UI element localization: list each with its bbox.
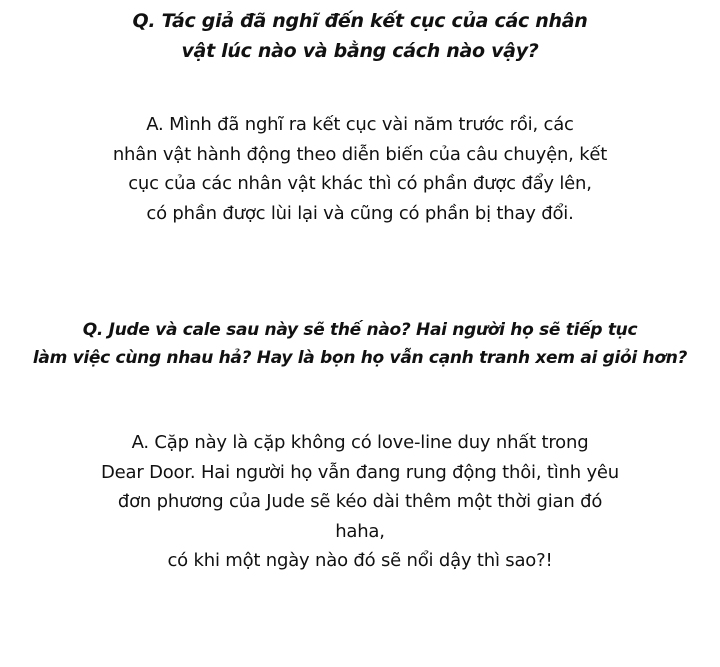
- answer-2-line-5: có khi một ngày nào đó sẽ nổi dậy thì sao?!: [167, 550, 553, 571]
- question-1-line-2: vật lúc nào và bằng cách nào vậy?: [181, 40, 539, 62]
- answer-1-line-2: nhân vật hành động theo diễn biến của câu chuyện, kết: [112, 143, 608, 165]
- question-2: [0, 316, 720, 372]
- question-1: [0, 6, 720, 66]
- answer-2-line-2: Dear Door. Hai người họ vẫn đang rung động thôi, tình yêu: [100, 461, 619, 483]
- answer-1-line-4: có phần được lùi lại và cũng có phần bị thay đổi.: [146, 202, 574, 224]
- answer-1-line-3: cục của các nhân vật khác thì có phần được đẩy lên,: [128, 173, 592, 194]
- answer-2-line-3: đơn phương của Jude sẽ kéo dài thêm một thời gian đó: [117, 491, 603, 512]
- answer-2: [0, 428, 720, 576]
- answer-1-line-1: A. Mình đã nghĩ ra kết cục vài năm trước rồi, các: [146, 114, 574, 135]
- answer-2-line-4: haha,: [335, 520, 385, 542]
- question-2-line-1: Q. Jude và cale sau này sẽ thế nào? Hai người họ sẽ tiếp tục: [82, 320, 638, 340]
- question-2-line-2: làm việc cùng nhau hả? Hay là bọn họ vẫn cạnh tranh xem ai giỏi hơn?: [32, 348, 688, 368]
- answer-1: [0, 110, 720, 228]
- question-1-line-1: Q. Tác giả đã nghĩ đến kết cục của các nhân: [132, 10, 588, 32]
- answer-2-line-1: A. Cặp này là cặp không có love-line duy nhất trong: [131, 432, 589, 453]
